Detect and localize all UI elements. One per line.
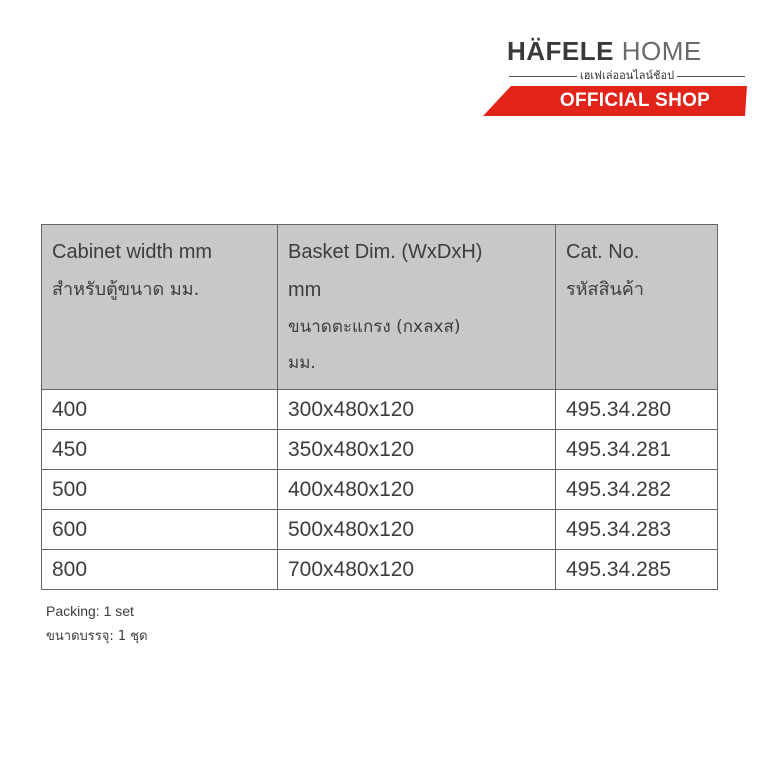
cell-basket-dim: 300x480x120 bbox=[278, 390, 556, 430]
tagline-rule-left bbox=[509, 76, 577, 77]
official-shop-ribbon bbox=[483, 86, 751, 116]
packing-notes bbox=[46, 598, 148, 650]
header-cabinet-width bbox=[42, 225, 278, 390]
header-basket-dim-en: Basket Dim. (WxDxH) bbox=[288, 241, 483, 263]
header-basket-dim-unit-th: มม. bbox=[288, 353, 316, 373]
header-cabinet-width-en: Cabinet width mm bbox=[52, 241, 213, 263]
table-row bbox=[42, 470, 718, 510]
packing-note-en: Packing: 1 set bbox=[46, 603, 134, 619]
cell-cat-no: 495.34.285 bbox=[556, 550, 718, 590]
table-row bbox=[42, 430, 718, 470]
cell-basket-dim: 500x480x120 bbox=[278, 510, 556, 550]
brand-name-bold: HÄFELE bbox=[507, 36, 614, 66]
cell-cabinet-width: 400 bbox=[42, 390, 278, 430]
ribbon-label: OFFICIAL SHOP bbox=[559, 90, 711, 111]
header-basket-dim-th: ขนาดตะแกรง (กxลxส) bbox=[288, 317, 461, 337]
packing-note-th: ขนาดบรรจุ: 1 ชุด bbox=[46, 629, 148, 644]
cell-cabinet-width: 450 bbox=[42, 430, 278, 470]
cell-basket-dim: 400x480x120 bbox=[278, 470, 556, 510]
cell-cat-no: 495.34.281 bbox=[556, 430, 718, 470]
cell-basket-dim: 700x480x120 bbox=[278, 550, 556, 590]
header-cat-no bbox=[556, 225, 718, 390]
brand-name bbox=[507, 36, 747, 66]
tagline-row bbox=[509, 68, 745, 84]
cell-cat-no: 495.34.280 bbox=[556, 390, 718, 430]
cell-cabinet-width: 600 bbox=[42, 510, 278, 550]
header-cat-no-en: Cat. No. bbox=[566, 241, 640, 263]
tagline-rule-right bbox=[677, 76, 745, 77]
table-row bbox=[42, 390, 718, 430]
cell-cat-no: 495.34.283 bbox=[556, 510, 718, 550]
table-header-row bbox=[42, 225, 718, 390]
spec-table bbox=[41, 224, 718, 590]
header-basket-dim bbox=[278, 225, 556, 390]
header-basket-dim-unit-en: mm bbox=[288, 279, 322, 301]
brand-name-light: HOME bbox=[621, 36, 702, 66]
table-row bbox=[42, 510, 718, 550]
cell-cat-no: 495.34.282 bbox=[556, 470, 718, 510]
table-row bbox=[42, 550, 718, 590]
cell-cabinet-width: 500 bbox=[42, 470, 278, 510]
hafele-home-logo bbox=[483, 32, 751, 116]
header-cabinet-width-th: สำหรับตู้ขนาด มม. bbox=[52, 279, 200, 300]
header-cat-no-th: รหัสสินค้า bbox=[566, 279, 644, 300]
cell-cabinet-width: 800 bbox=[42, 550, 278, 590]
tagline: เฮเฟเล่ออนไลน์ช้อป bbox=[579, 69, 675, 82]
cell-basket-dim: 350x480x120 bbox=[278, 430, 556, 470]
